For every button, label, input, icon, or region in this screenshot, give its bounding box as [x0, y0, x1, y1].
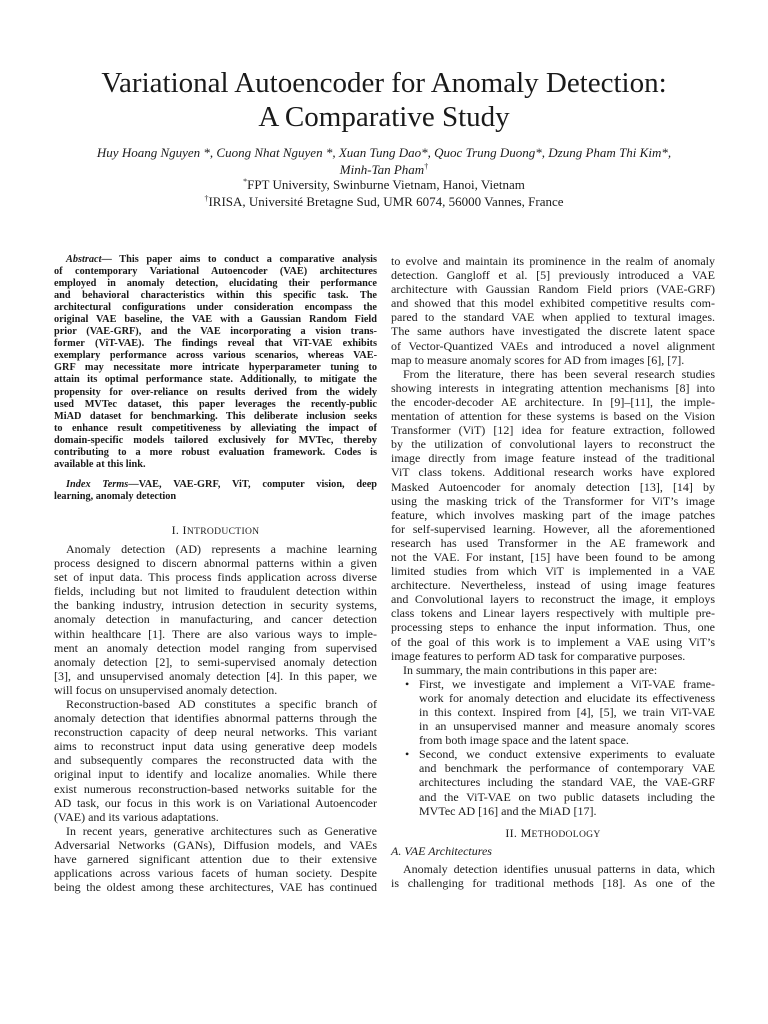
affiliations [40, 176, 728, 210]
text-line: Transformer (ViT) [12] idea for feature extraction, followed [391, 423, 715, 438]
abstract-line: MiAD dataset for benchmarking. This deliberate inclusion seeks [54, 410, 377, 422]
text-line: in this context. Inspired from [4], [5], we train ViT-VAE [419, 705, 715, 719]
abstract-line: original VAE baseline, the VAE with a Gaussian Random Field [54, 314, 377, 326]
text-line: [3], and unsupervised anomaly detection [4]. In this paper, we [54, 668, 377, 683]
text-line: image features to perform AD task for comparative purposes. [391, 648, 686, 663]
abstract-line: contributing to a more robust evaluation framework. Codes is [54, 446, 377, 458]
intro-paragraph-3 [54, 824, 377, 894]
text-line: and showed that this model exhibited competitive results com- [391, 296, 715, 311]
author-minh-tan-pham: Minh-Tan Pham [339, 162, 425, 177]
bullet-dot-icon: • [405, 747, 410, 762]
text-line: work for anomaly detection and elucidate its effectiveness [419, 690, 715, 705]
text-line: detection. Gangloff et al. [5] previously introduced a VAE [391, 268, 715, 283]
text-line: for self-supervised learning. However, all the aforementioned [391, 521, 715, 536]
abstract-line: employed in anomaly detection, elucidating their performance [54, 278, 377, 290]
text-line: have garnered significant attention due to their extensive [54, 852, 377, 866]
text-line: being the oldest among these architectures, VAE has continued [54, 880, 377, 895]
left-column [54, 254, 377, 894]
text-line: architecture with Gaussian Random Field priors (VAE-GRF) [391, 282, 715, 297]
text-line: (VAE) and its various adaptations. [54, 809, 219, 824]
text-line: of Vector-Quantized VAEs and introduced a novel alignment [391, 338, 715, 353]
text-line: ViT class tokens. Additional research works have explored [391, 465, 715, 480]
abstract-line: attain its optimal performance state. Additionally, to mitigate the [54, 374, 377, 386]
text-line: pared to the standard VAE when applied to textural images. [391, 310, 715, 325]
text-line: map to measure anomaly scores for AD from images [6], [7]. [391, 352, 685, 367]
intro-paragraph-6 [391, 663, 715, 677]
abstract-line: of contemporary Variational Autoencoder (VAE) architectures [54, 266, 377, 278]
text-line: feature, which involves masking part of the image patches [391, 507, 715, 522]
abstract-lead: Abstract [66, 254, 102, 265]
text-line: Reconstruction-based AD constitutes a specific branch of [66, 696, 377, 711]
affiliation-irisa: †IRISA, Université Bretagne Sud, UMR 6074, 56000 Vannes, France [204, 194, 564, 209]
abstract-line: architectural configurations under consideration encompass the [54, 302, 377, 314]
abstract-line: to enhance result competitiveness by alleviating the impact of [54, 422, 377, 434]
text-line: ment an anomaly detection model ranging from supervised [54, 640, 377, 655]
text-line: aims to reconstruct input data using generative deep models [54, 739, 377, 754]
text-line: process designed to discern abnormal patterns within a given [54, 556, 377, 571]
text-line: architecture. Nevertheless, instead of using image features [391, 578, 715, 593]
subsection-heading-vae-architectures: A. VAE Architectures [391, 843, 492, 858]
abstract-line: domain-specific models tailored exclusively for MVTec, thereby [54, 434, 377, 446]
abstract-line: Abstract— This paper aims to conduct a comparative analysis [66, 254, 377, 265]
text-line: First, we investigate and implement a ViT-VAE frame- [419, 676, 715, 691]
abstract-line: used MVTec dataset, this paper leverages the recently-public [54, 398, 377, 410]
text-line: architectures including the standard VAE, the VAE-GRF [419, 775, 715, 790]
fpt-mark: * [243, 177, 248, 186]
intro-paragraph-5 [391, 367, 715, 663]
title-line-1: Variational Autoencoder for Anomaly Detection: [101, 67, 667, 99]
abstract-line: prior (VAE-GRF), and the VAE incorporating a vision trans- [54, 326, 377, 338]
text-line: is challenging for traditional methods [18]. As one of the [391, 875, 715, 890]
index-terms-lead: Index Terms [66, 478, 129, 490]
text-line: and subsequently compares the reconstructed data with the [54, 753, 377, 768]
text-line: In summary, the main contributions in this paper are: [403, 662, 658, 677]
text-line: anomaly detection in manufacturing, and cancer detection [54, 612, 377, 627]
text-line: Masked Autoencoder for anomaly detection [13], [14] by [391, 479, 715, 494]
text-line: will focus on unsupervised anomaly detection. [54, 682, 278, 697]
irisa-mark-2: † [204, 194, 209, 203]
contribution-bullet-1 [391, 677, 715, 747]
text-line: In recent years, generative architectures such as Generative [66, 823, 377, 838]
text-line: mentation of attention for these systems is based on the Vision [391, 409, 715, 424]
text-line: and benchmark the performance of contemporary VAE [419, 761, 715, 776]
text-line: and Convolutional layers to reconstruct the image, it employs [391, 592, 715, 607]
title-line-2: A Comparative Study [258, 101, 510, 133]
abstract-line: propensity for over-reliance on results derived from the widely [54, 386, 377, 398]
text-line: Anomaly detection (AD) represents a machine learning [66, 541, 377, 556]
abstract [54, 254, 377, 503]
text-line: image directly from image feature instead of the traditional [391, 451, 715, 466]
abstract-line: and behavioral characteristics within this specific task. The [54, 290, 377, 302]
text-line: showing interests in integrating attention mechanisms [8] into [391, 380, 715, 395]
text-line: anomaly detection [2], to semi-supervised anomaly detection [54, 654, 377, 669]
text-line: within healthcare [1]. There are also various ways to imple- [54, 626, 377, 641]
text-line: AD task, our focus in this work is on Variational Autoencoder [54, 795, 377, 810]
text-line: the banking industry, intrusion detection in security systems, [54, 598, 377, 613]
author-list [40, 144, 728, 178]
section-heading-methodology: II. METHODOLOGY [505, 825, 601, 840]
text-line: MVTec AD [16] and the MiAD [17]. [419, 803, 597, 818]
text-line: using the masking trick of the Transformer for ViT’s image [391, 493, 715, 508]
text-line: exist numerous reconstruction-based networks suitable for the [54, 781, 377, 796]
text-line: anomaly detection that identifies abnormal patterns through the [54, 711, 377, 726]
text-line: to evolve and maintain its prominence in the realm of anomaly [391, 254, 715, 268]
text-line: Adversarial Networks (GANs), Diffusion models, and VAEs [54, 837, 377, 852]
text-line: of the goal of this work is to implement a VAE using ViT’s [391, 634, 715, 649]
text-line: Anomaly detection identifies unusual patterns in data, which [403, 861, 715, 876]
intro-paragraph-1 [54, 542, 377, 697]
index-terms-line: Index Terms—VAE, VAE-GRF, ViT, computer vision, deep [66, 478, 377, 490]
text-line: processing steps to enhance the input information. Thus, one [391, 620, 715, 635]
text-line: applications across various facets of human society. Despite [54, 866, 377, 881]
text-line: not the VAE. For instant, [15] have been found to be among [391, 549, 715, 564]
affiliation-fpt: *FPT University, Swinburne Vietnam, Hanoi, Vietnam [243, 177, 525, 192]
text-line: from both image space and the latent space. [419, 733, 629, 748]
paper-title [40, 66, 728, 134]
right-column [391, 254, 715, 890]
text-line: and the ViT-VAE on two public datasets including the [419, 789, 715, 804]
text-line: From the literature, there has been several research studies [403, 366, 715, 381]
abstract-line: available at this link. [54, 458, 146, 470]
text-line: research has used Transformer in the AE framework and [391, 535, 715, 550]
section-heading-introduction: I. INTRODUCTION [171, 522, 260, 537]
irisa-mark: † [424, 162, 429, 171]
text-line: Second, we conduct extensive experiments to evaluate [419, 747, 715, 762]
text-line: class tokens and Linear layers respectively with multiple pre- [391, 606, 715, 621]
index-terms-line: learning, anomaly detection [54, 490, 177, 502]
contribution-bullet-2 [391, 747, 715, 817]
author-line-1: Huy Hoang Nguyen *, Cuong Nhat Nguyen *, Xuan Tung Dao*, Quoc Trung Duong*, Dzung Pham Thi Kim*, [96, 145, 672, 160]
text-line: by the utilization of convolutional layers to reconstruct the [391, 437, 715, 452]
text-line: reconstruction capacity of deep neural networks. This variant [54, 725, 377, 740]
abstract-line: exemplary performance across various scenarios, whereas VAE- [54, 350, 377, 362]
intro-paragraph-4 [391, 254, 715, 367]
text-line: fields, including but not limited to fraudulent detection within [54, 584, 377, 599]
text-line: set of input data. This process finds application across diverse [54, 570, 377, 585]
abstract-line: former (ViT-VAE). The findings reveal that ViT-VAE exhibits [54, 338, 377, 350]
bullet-dot-icon: • [405, 676, 410, 691]
text-line: original input to identify and localize anomalies. While there [54, 767, 377, 782]
text-line: in an unsupervised manner and measure anomaly scores [419, 719, 715, 734]
methodology-paragraph-1 [391, 862, 715, 890]
text-line: the encoder-decoder AE architecture. In [9]–[11], the imple- [391, 394, 715, 409]
text-line: The same authors have investigated the discrete latent space [391, 324, 715, 339]
intro-paragraph-2 [54, 697, 377, 824]
text-line: limited studies from which ViT is implemented in a VAE [391, 564, 715, 579]
abstract-line: GRF may necessitate more intricate hyperparameter tuning to [54, 362, 377, 374]
